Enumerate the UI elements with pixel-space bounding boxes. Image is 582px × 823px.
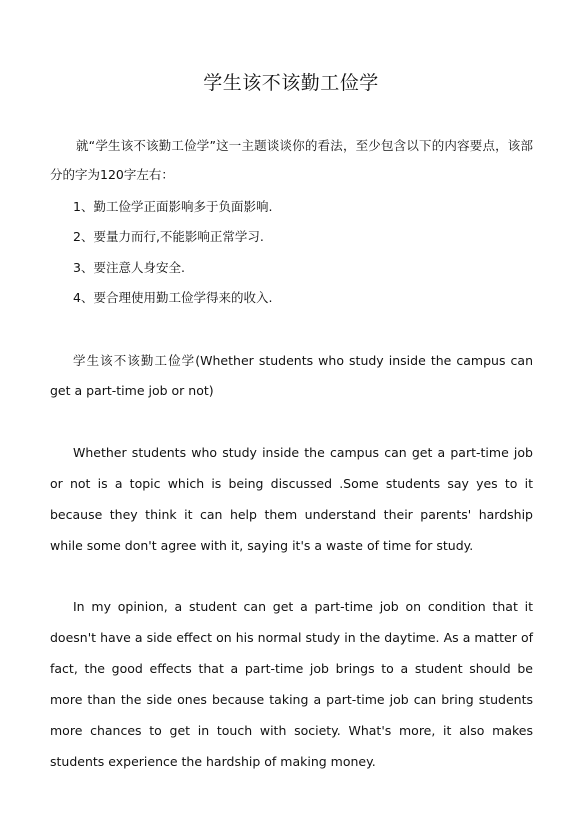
requirement-item: 3、要注意人身安全. xyxy=(73,260,185,275)
essay-title: 学生该不该勤工俭学(Whether students who study inside the campus can get a part-time job or not) xyxy=(50,353,533,398)
essay-paragraph: Whether students who study inside the campus can get a part-time job or not is a topic which is being discussed .Some students say yes to it because they think it can help them understand their parents' hardship while some don't agree with it, saying it's a waste of time for study. xyxy=(50,445,533,553)
requirement-item: 2、要量力而行,不能影响正常学习. xyxy=(73,229,264,244)
document-title: 学生该不该勤工俭学 xyxy=(203,72,379,94)
requirement-item: 4、要合理使用勤工俭学得来的收入. xyxy=(73,290,273,305)
writing-prompt: 就“学生该不该勤工俭学”这一主题谈谈你的看法，至少包含以下的内容要点，该部分的字为120字左右： xyxy=(50,138,533,182)
requirement-item: 1、勤工俭学正面影响多于负面影响. xyxy=(73,199,273,214)
essay-paragraph: In my opinion, a student can get a part-time job on condition that it doesn't have a side effect on his normal study in the daytime. As a matter of fact, the good effects that a part-time job brings to a student should be more than the side ones because taking a part-time job can bring students more chances to get in touch with society. What's more, it also makes students experience the hardship of making money. xyxy=(50,599,533,769)
